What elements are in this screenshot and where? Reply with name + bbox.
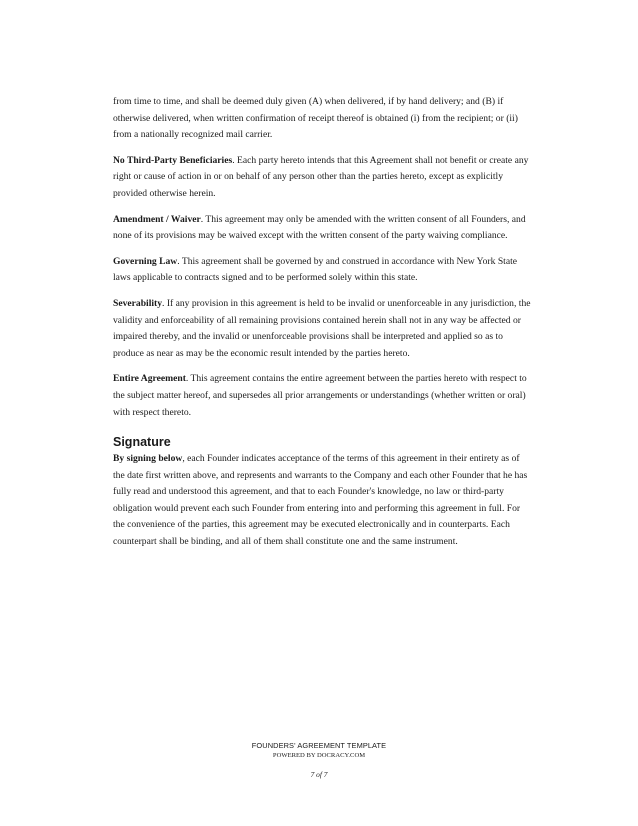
- section-term: Governing Law: [113, 255, 178, 267]
- paragraph-text: . This agreement may only be amended with the written consent of all Founders, and none of its provisions may be waived except with the written consent of the party waiving compliance.: [113, 213, 526, 242]
- section-term: Amendment / Waiver: [113, 213, 201, 225]
- no-third-party-beneficiaries-paragraph: [113, 153, 533, 203]
- governing-law-paragraph: [113, 254, 533, 287]
- signature-paragraph: [113, 451, 533, 551]
- severability-paragraph: [113, 296, 533, 362]
- notice-continuation-paragraph: [113, 94, 533, 144]
- amendment-waiver-paragraph: [113, 212, 533, 245]
- paragraph-text: from time to time, and shall be deemed duly given (A) when delivered, if by hand delivery; and (B) if otherwise delivered, when written confirmation of receipt thereof is obtained (i) from the recipient; or (ii) from a nationally recognized mail carrier.: [113, 96, 518, 141]
- section-term: By signing below: [113, 453, 183, 465]
- entire-agreement-paragraph: [113, 371, 533, 421]
- paragraph-text: . This agreement contains the entire agreement between the parties hereto with respect to the subject matter hereof, and supersedes all prior arrangements or understandings (whether written or oral) with respect thereto.: [113, 373, 527, 418]
- page-number: 7 of 7: [310, 770, 328, 779]
- signature-heading: Signature: [113, 435, 171, 450]
- section-term: No Third-Party Beneficiaries: [113, 154, 233, 166]
- document-body: [113, 94, 533, 560]
- section-term: Entire Agreement: [113, 373, 186, 385]
- footer-title: FOUNDERS' AGREEMENT TEMPLATE: [251, 741, 387, 750]
- section-term: Severability: [113, 297, 163, 309]
- paragraph-text: , each Founder indicates acceptance of the terms of this agreement in their entirety as of the date first written above, and represents and warrants to the Company and each other Founder that he has fully read and understood this agreement, and that to each Founder's knowledge, no law or third-party obligation would prevent each such Founder from entering into and performing this agreement in full. For the convenience of the parties, this agreement may be executed electronically and in counterparts. Each counterpart shall be binding, and all of them shall constitute one and the same instrument.: [113, 453, 528, 548]
- paragraph-text: . If any provision in this agreement is held to be invalid or unenforceable in any jurisdiction, the validity and enforceability of all remaining provisions contained herein shall not in any way be affected or impaired thereby, and the invalid or unenforceable provisions shall be interpreted and applied so as to produce as near as may be the economic result intended by the parties hereto.: [113, 297, 531, 359]
- footer-powered-by: POWERED BY DOCRACY.COM: [272, 752, 366, 759]
- page-footer: [0, 741, 638, 780]
- paragraph-text: . Each party hereto intends that this Agreement shall not benefit or create any right or cause of action in or on behalf of any person other than the parties hereto, except as explicitly provided otherwise herein.: [113, 154, 529, 199]
- paragraph-text: . This agreement shall be governed by and construed in accordance with New York State laws applicable to contracts signed and to be performed solely within this state.: [113, 255, 518, 284]
